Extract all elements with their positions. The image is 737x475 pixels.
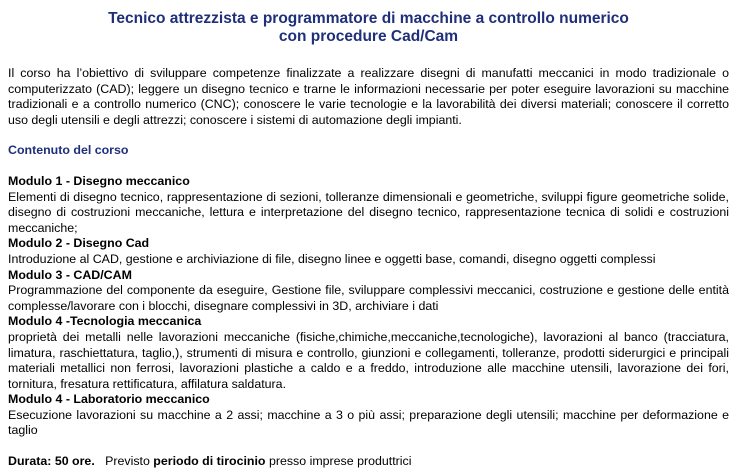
duration-line [8, 454, 729, 470]
duration-label: Durata: 50 ore. [8, 454, 95, 469]
module-description: Programmazione del componente da eseguire, Gestione file, sviluppare complessivi meccanici, costruzione e gestione delle entità complesse/lavorare con i blocchi, disegnare complessivi in 3D, archiviare i dati [8, 283, 729, 313]
module-title: Modulo 1 - Disegno meccanico [8, 173, 190, 188]
course-title [0, 10, 737, 46]
module-title: Modulo 2 - Disegno Cad [8, 236, 150, 251]
module-title: Modulo 4 - Laboratorio meccanico [8, 392, 210, 407]
module-description: Elementi di disegno tecnico, rappresentazione di sezioni, tolleranze dimensionali e geometriche, sviluppi figure geometriche solide, disegno di costruzioni meccaniche, lettura e interpretazione del disegno tecnico, rappresentazione tecnica di solidi e costruzioni meccaniche; [8, 189, 729, 235]
module-3 [8, 268, 729, 315]
section-heading: Contenuto del corso [8, 143, 129, 158]
duration-pre: Previsto [94, 454, 154, 469]
course-intro: Il corso ha l’obiettivo di sviluppare competenze finalizzate a realizzare disegni di manufatti meccanici in modo tradizionale o computerizzato (CAD); leggere un disegno tecnico e trarne le informazioni necessarie per poter eseguire lavorazioni su macchine tradizionali e a controllo numerico (CNC); conoscere le varie tecnologie e la lavorabilità dei diversi materiali; conoscere il corretto uso degli utensili e degli attrezzi; conoscere i sistemi di automazione degli impianti. [8, 66, 729, 127]
course-content [8, 66, 729, 470]
module-description: Esecuzione lavorazioni su macchine a 2 assi; macchine a 3 o più assi; preparazione degli utensili; macchine per deformazione e taglio [8, 407, 729, 438]
module-4 [8, 314, 729, 392]
module-title: Modulo 3 - CAD/CAM [8, 267, 132, 282]
module-1 [8, 174, 729, 236]
course-title-line-2: con procedure Cad/Cam [278, 28, 459, 45]
module-description: Introduzione al CAD, gestione e archiviazione di file, disegno linee e oggetti base, comandi, disegno oggetti complessi [8, 251, 656, 266]
module-5 [8, 392, 729, 439]
module-2 [8, 236, 729, 267]
module-title: Modulo 4 -Tecnologia meccanica [8, 314, 202, 329]
module-description: proprietà dei metalli nelle lavorazioni meccaniche (fisiche,chimiche,meccaniche,tecnologiche), lavorazioni al banco (tracciatura, limatura, raschiettatura, taglio,), strumenti di misura e controllo, giunzioni e collegamenti, tolleranze, prodotti siderurgici e principali materiali metallici non ferrosi, lavorazioni plastiche a caldo e a freddo, introduzione alle macchine utensili, lavorazione dei fori, tornitura, fresatura rettificatura, affilatura saldatura. [8, 329, 729, 391]
duration-post: presso imprese produttrici [265, 454, 412, 469]
course-title-line-1: Tecnico attrezzista e programmatore di macchine a controllo numerico [108, 10, 629, 27]
module-list [8, 174, 729, 439]
internship-highlight: periodo di tirocinio [153, 454, 266, 469]
